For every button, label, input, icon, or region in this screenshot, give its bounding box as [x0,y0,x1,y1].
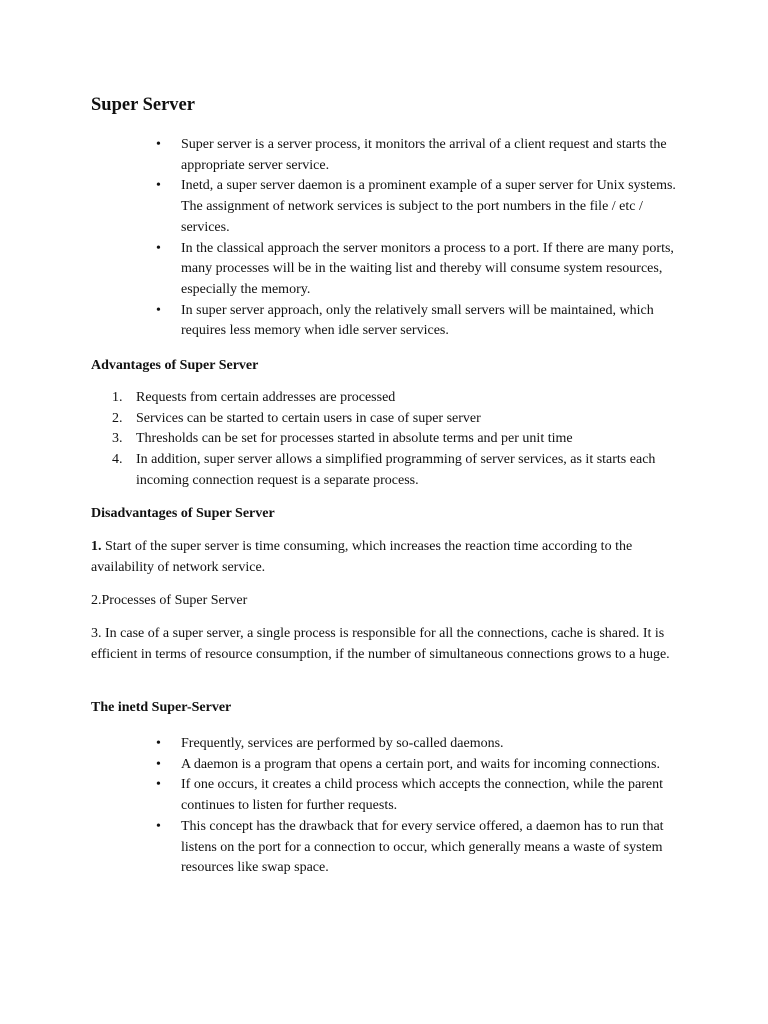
bullet-icon: • [156,736,161,751]
list-item [0,301,681,342]
disadvantage-item-3: 3. In case of a super server, a single process is responsible for all the connections, cache is shared. It is efficient in terms of resource consumption, if the number of simultaneous connections grows to a huge. [91,626,670,662]
list-item [0,409,681,430]
list-item-text: Inetd, a super server daemon is a prominent example of a super server for Unix systems. The assignment of network services is subject to the port numbers in the file / etc / services. [181,178,676,235]
intro-bullet-list [0,135,768,342]
list-item-text: Super server is a server process, it monitors the arrival of a client request and starts the appropriate server service. [181,137,667,173]
bullet-icon: • [156,818,161,834]
inetd-bullet-list [0,734,768,879]
list-item [0,388,681,409]
bullet-icon: • [156,756,161,772]
advantages-heading: Advantages of Super Server [91,358,259,373]
list-item [0,734,681,755]
list-number: 4. [112,452,123,468]
list-item [0,429,681,450]
advantages-list [0,388,768,492]
list-item-text: Services can be started to certain users in case of super server [136,410,481,426]
list-item [0,176,681,238]
list-number: 1. [91,539,102,554]
list-item-text: This concept has the drawback that for every service offered, a daemon has to run that listens on the port for a connection to occur, which generally means a waste of system resources like swap space. [181,818,664,876]
list-item-text: Thresholds can be set for processes started in absolute terms and per unit time [136,431,573,447]
bullet-icon: • [156,240,161,256]
list-item-text: In the classical approach the server monitors a process to a port. If there are many ports, many processes will be in the waiting list and thereby will consume system resources, especially the memory. [181,240,674,297]
list-item-text: A daemon is a program that opens a certain port, and waits for incoming connections. [181,756,660,772]
bullet-icon: • [156,777,161,793]
list-item-text: In addition, super server allows a simplified programming of server services, as it starts each incoming connection request is a separate process. [136,452,656,488]
list-item-text: Requests from certain addresses are processed [136,390,396,405]
list-item [0,239,681,301]
disadvantage-item-2: 2.Processes of Super Server [91,593,248,608]
paragraph-text: Start of the super server is time consuming, which increases the reaction time according to the availability of network service. [91,539,633,575]
list-item-text: In super server approach, only the relatively small servers will be maintained, which requires less memory when idle server services. [181,302,654,339]
list-item-text: Frequently, services are performed by so-called daemons. [181,736,504,751]
list-item [0,775,681,816]
list-item [0,755,681,776]
disadvantages-heading: Disadvantages of Super Server [91,506,275,521]
list-item-text: If one occurs, it creates a child process which accepts the connection, while the parent continues to listen for further requests. [181,777,664,814]
page-title: Super Server [91,95,195,115]
inetd-heading: The inetd Super-Server [91,700,232,715]
list-number: 2. [112,410,123,426]
bullet-icon: • [156,137,161,152]
list-item [0,135,681,176]
list-number: 3. [112,431,123,447]
list-number: 1. [112,390,123,405]
list-item [0,817,681,879]
bullet-icon: • [156,178,161,194]
bullet-icon: • [156,302,161,318]
disadvantage-item-1 [91,537,691,578]
list-item [0,450,681,491]
